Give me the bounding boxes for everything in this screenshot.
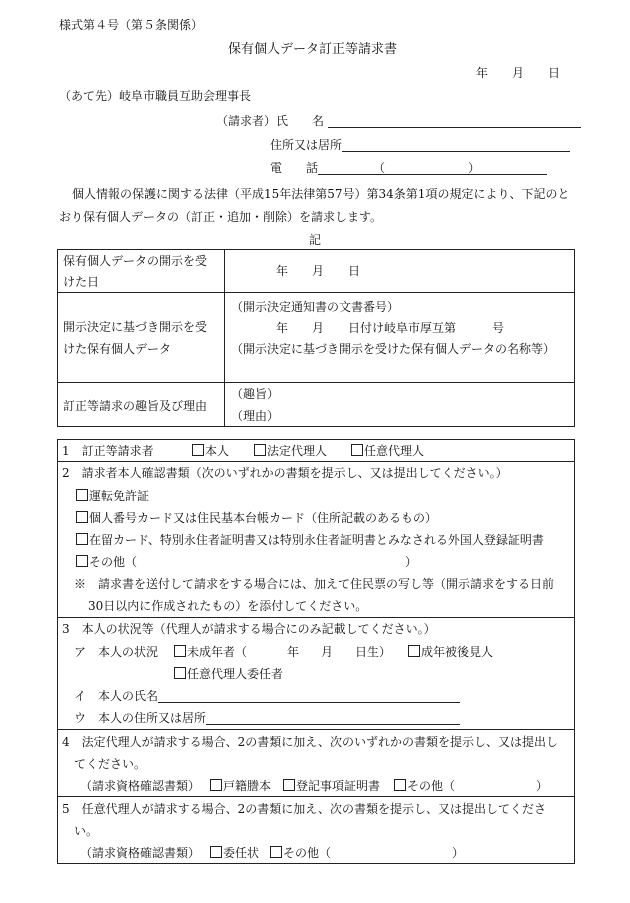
addressee: （あて先）岐阜市職員互助会理事長: [59, 89, 252, 103]
ki-mark: 記: [309, 233, 322, 247]
table1-row-divider-2: [58, 382, 574, 383]
data-name-note: （開示決定に基づき開示を受けた保有個人データの名称等）: [231, 342, 556, 356]
doc-registry-cert[interactable]: [283, 779, 380, 793]
minor-year: 年: [287, 645, 300, 659]
phone-close-paren: ）: [468, 161, 481, 175]
checkbox-mynumber-card[interactable]: [76, 511, 88, 523]
section-3-heading: 3 本人の状況等（代理人が請求する場合にのみ記載してください。）: [62, 622, 436, 636]
checkbox-voluntary-rep[interactable]: [351, 444, 363, 456]
notice-no: 号: [492, 321, 505, 335]
status-minor-option[interactable]: [174, 645, 391, 659]
purpose-label[interactable]: （趣旨）: [231, 387, 280, 401]
checkbox-legal-other[interactable]: [394, 779, 406, 791]
form-id: 様式第４号（第５条関係）: [59, 18, 204, 32]
doc-legal-other[interactable]: [394, 779, 455, 793]
principal-address-field[interactable]: [206, 711, 460, 725]
table2-divider-1: [58, 461, 574, 462]
principal-address-label: ウ 本人の住所又は居所: [74, 711, 207, 725]
intro-line-1: 個人情報の保護に関する法律（平成15年法律第57号）第34条第1項の規定により、下記のと: [72, 187, 570, 201]
table2-divider-3: [58, 729, 574, 730]
status-adult-ward-option[interactable]: [408, 645, 493, 659]
name-label: 氏 名: [276, 114, 325, 128]
requester-legal-rep-option[interactable]: [254, 444, 327, 458]
option-self-label: 本人: [205, 444, 230, 458]
id-other-label: その他（: [89, 555, 138, 569]
address-field[interactable]: [342, 138, 570, 152]
disclosure-day: 日: [348, 264, 361, 278]
option-voluntary-rep-label: 任意代理人: [364, 444, 425, 458]
name-field[interactable]: [328, 114, 581, 128]
id-drivers-license-label: 運転免許証: [89, 489, 150, 503]
checkbox-id-other[interactable]: [76, 555, 88, 567]
date-line: [476, 66, 560, 80]
checkbox-drivers-license[interactable]: [76, 489, 88, 501]
legal-rep-docs-label: （請求資格確認書類）: [80, 779, 201, 793]
disclosed-data-label-1: 開示決定に基づき開示を受: [63, 320, 208, 334]
disclosure-date-label-2: けた日: [63, 275, 100, 289]
principal-address-line: [74, 711, 460, 725]
legal-other-close: ）: [536, 779, 549, 793]
requester-self-option[interactable]: [192, 444, 229, 458]
checkbox-legal-rep[interactable]: [254, 444, 266, 456]
intro-line-2: おり保有個人データの（訂正・追加・削除）を請求します。: [59, 210, 383, 224]
id-other[interactable]: [76, 555, 137, 569]
mail-note-line-1: ※ 請求書を送付して請求をする場合には、加えて住民票の写し等（開示請求をする日前: [74, 577, 555, 591]
doc-family-register[interactable]: [210, 779, 271, 793]
principal-name-line: [74, 689, 460, 703]
power-of-attorney-label: 委任状: [223, 846, 260, 860]
checkbox-registry-cert[interactable]: [283, 779, 295, 791]
requester-name-line: [216, 114, 581, 128]
section-2-heading: 2 請求者本人確認書類（次のいずれかの書類を提示し、又は提出してください。）: [62, 466, 508, 480]
id-drivers-license[interactable]: [76, 489, 149, 503]
registry-cert-label: 登記事項証明書: [296, 779, 381, 793]
checkbox-residence-card[interactable]: [76, 533, 88, 545]
table2-divider-2: [58, 617, 574, 618]
voluntary-other-label: その他（: [283, 846, 332, 860]
checkbox-minor[interactable]: [174, 645, 186, 657]
section-1-label: 訂正等請求者: [81, 444, 154, 458]
requester-label: （請求者）: [216, 114, 277, 128]
section-1-number: 1: [62, 444, 70, 458]
checkbox-voluntary-principal[interactable]: [174, 667, 186, 679]
requester-info-table: [57, 439, 575, 864]
checkbox-self[interactable]: [192, 444, 204, 456]
voluntary-other-close: ）: [452, 846, 465, 860]
checkbox-power-of-attorney[interactable]: [210, 846, 222, 858]
reason-label[interactable]: （理由）: [231, 409, 280, 423]
request-details-table: [57, 249, 575, 427]
notice-number-note: （開示決定通知書の文書番号）: [231, 300, 400, 314]
status-voluntary-principal-option[interactable]: [174, 667, 283, 681]
disclosed-data-label-2: けた保有個人データ: [63, 342, 172, 356]
phone-open-paren: （: [373, 161, 386, 175]
section-4-line-1: 4 法定代理人が請求する場合、2の書類に加え、次のいずれかの書類を提示し、又は提出し: [62, 735, 558, 749]
minor-label: 未成年者（: [187, 645, 248, 659]
table1-row-divider-1: [58, 292, 574, 293]
requester-phone-line: [270, 161, 547, 175]
disclosure-year: 年: [276, 264, 289, 278]
section-5-line-2: い。: [74, 824, 99, 838]
checkbox-family-register[interactable]: [210, 779, 222, 791]
disclosure-date-value[interactable]: [276, 264, 360, 278]
notice-dated: 日付け岐阜市厚互第: [348, 321, 457, 335]
legal-other-label: その他（: [407, 779, 456, 793]
principal-name-field[interactable]: [158, 689, 460, 703]
adult-ward-label: 成年被後見人: [421, 645, 494, 659]
minor-born: 日生）: [355, 645, 392, 659]
address-label: 住所又は居所: [270, 138, 343, 152]
principal-name-label: イ 本人の氏名: [74, 689, 159, 703]
requester-voluntary-rep-option[interactable]: [351, 444, 424, 458]
checkbox-voluntary-other[interactable]: [270, 846, 282, 858]
voluntary-principal-label: 任意代理人委任者: [187, 667, 284, 681]
id-mynumber-card-label: 個人番号カード又は住民基本台帳カード（住所記載のあるもの）: [89, 511, 438, 525]
option-legal-rep-label: 法定代理人: [267, 444, 328, 458]
notice-number-value[interactable]: [276, 321, 504, 335]
disclosure-date-label-1: 保有個人データの開示を受: [63, 254, 208, 268]
requester-address-line: [270, 138, 570, 152]
disclosure-month: 月: [312, 264, 325, 278]
date-year: 年: [476, 66, 489, 80]
mail-note-line-2: 30日以内に作成されたもの）を添付してください。: [88, 599, 368, 613]
phone-field[interactable]: [318, 161, 547, 175]
section-1-row: [62, 444, 154, 458]
date-month: 月: [512, 66, 525, 80]
id-other-close: ）: [405, 555, 418, 569]
person-status-label: ア 本人の状況: [74, 645, 159, 659]
id-residence-card-label: 在留カード、特別永住者証明書又は特別永住者証明書とみなされる外国人登録証明書: [89, 533, 544, 547]
minor-month: 月: [321, 645, 334, 659]
section-5-line-1: 5 任意代理人が請求する場合、2の書類に加え、次の書類を提示し、又は提出してくださ: [62, 802, 546, 816]
id-mynumber-card[interactable]: [76, 511, 437, 525]
id-residence-card[interactable]: [76, 533, 544, 547]
notice-year: 年: [276, 321, 289, 335]
phone-label: 電 話: [270, 161, 319, 175]
voluntary-rep-docs-label: （請求資格確認書類）: [80, 846, 201, 860]
table1-column-divider: [224, 250, 225, 426]
checkbox-adult-ward[interactable]: [408, 645, 420, 657]
notice-month: 月: [312, 321, 325, 335]
section-4-line-2: てください。: [74, 757, 147, 771]
family-register-label: 戸籍謄本: [223, 779, 272, 793]
table2-divider-4: [58, 796, 574, 797]
document-title: 保有個人データ訂正等請求書: [228, 42, 398, 57]
correction-purpose-label: 訂正等請求の趣旨及び理由: [63, 399, 208, 413]
date-day: 日: [548, 66, 561, 80]
doc-voluntary-other[interactable]: [270, 846, 331, 860]
doc-power-of-attorney[interactable]: [210, 846, 259, 860]
